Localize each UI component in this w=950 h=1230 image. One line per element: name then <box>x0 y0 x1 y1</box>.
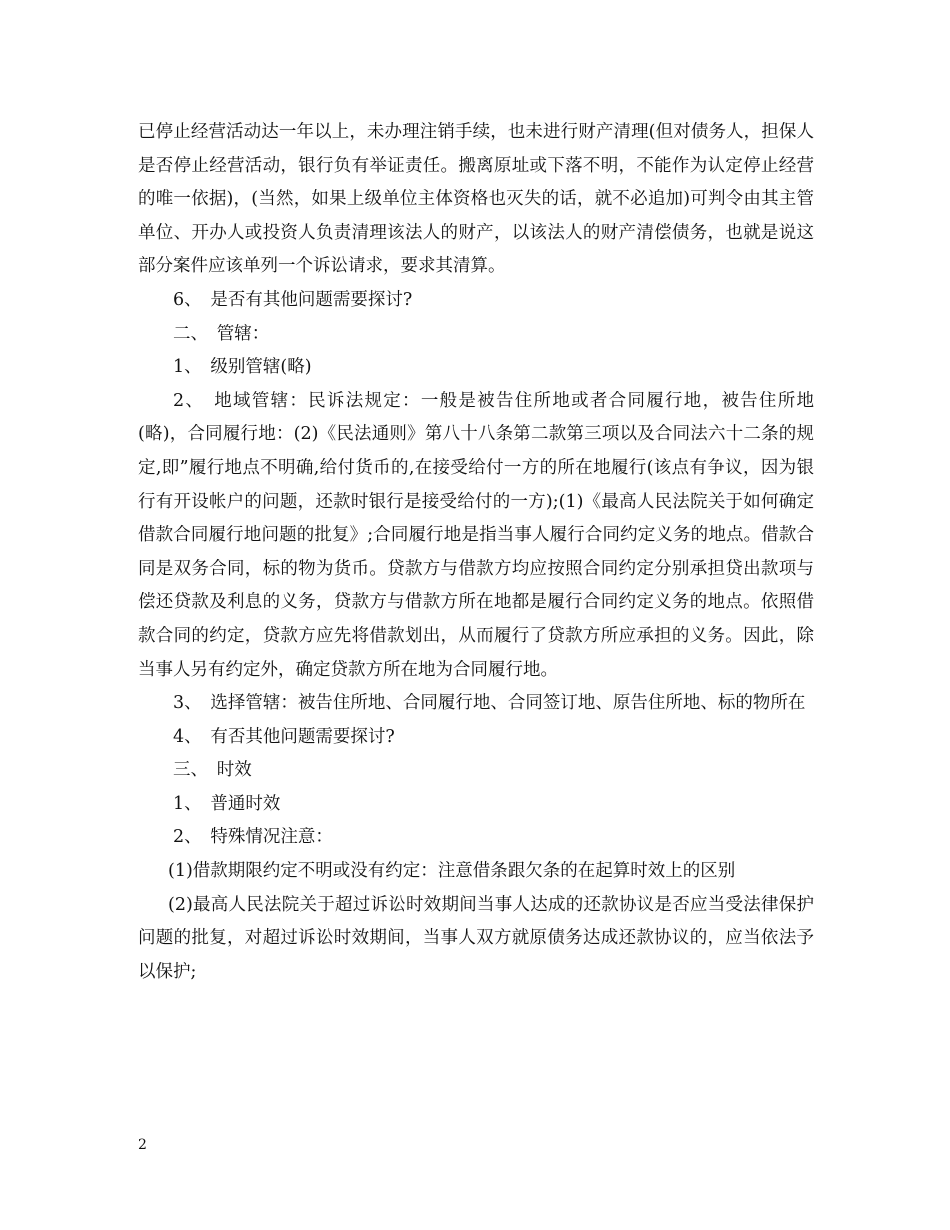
section-heading-jurisdiction: 二、 管辖： <box>173 323 270 344</box>
document-body <box>138 116 814 989</box>
paragraph-special-case-1: (1)借款期限约定不明或没有约定：注意借条跟欠条的在起算时效上的区别 <box>168 861 736 882</box>
paragraph-level-jurisdiction: 1、 级别管辖(略) <box>173 357 312 378</box>
paragraph-continuation: 已停止经营活动达一年以上，未办理注销手续，也未进行财产清理(但对债务人，担保人是否停止经营活动，银行负有举证责任。搬离原址或下落不明，不能作为认定停止经营的唯一依据)，(当然，如果上级单位主体资格也灭失的话，就不必追加)可判令由其主管单位、开办人或投资人负责清理该法人的财产，以该法人的财产清偿债务，也就是说这部分案件应该单列一个诉讼请求，要求其清算。 <box>138 122 814 277</box>
paragraph-special-case-2: (2)最高人民法院关于超过诉讼时效期间当事人达成的还款协议是否应当受法律保护问题的批复，对超过诉讼时效期间，当事人双方就原债务达成还款协议的，应当依法予以保护; <box>138 894 814 982</box>
paragraph-other-issues: 4、 有否其他问题需要探讨? <box>173 726 395 747</box>
section-heading-limitation: 三、 时效 <box>173 760 252 781</box>
paragraph-ordinary-limitation: 1、 普通时效 <box>173 793 281 814</box>
paragraph-special-cases: 2、 特殊情况注意： <box>173 827 333 848</box>
paragraph-item-6: 6、 是否有其他问题需要探讨? <box>173 289 413 310</box>
paragraph-territorial-jurisdiction: 2、 地域管辖：民诉法规定：一般是被告住所地或者合同履行地，被告住所地(略)，合同履行地：(2)《民法通则》第八十八条第二款第三项以及合同法六十二条的规定,即”履行地点不明确,给付货币的,在接受给付一方的所在地履行(该点有争议，因为银行有开设帐户的问题，还款时银行是接受给付的一方);(1)《最高人民法院关于如何确定借款合同履行地问题的批复》;合同履行地是指当事人履行合同约定义务的地点。借款合同是双务合同，标的物为货币。贷款方与借款方均应按照合同约定分别承担贷出款项与偿还贷款及利息的义务，贷款方与借款方所在地都是履行合同约定义务的地点。依照借款合同的约定，贷款方应先将借款划出，从而履行了贷款方所应承担的义务。因此，除当事人另有约定外，确定贷款方所在地为合同履行地。 <box>138 390 814 680</box>
page-number: 2 <box>138 1137 147 1153</box>
paragraph-selective-jurisdiction: 3、 选择管辖：被告住所地、合同履行地、合同签订地、原告住所地、标的物所在 <box>173 693 806 714</box>
